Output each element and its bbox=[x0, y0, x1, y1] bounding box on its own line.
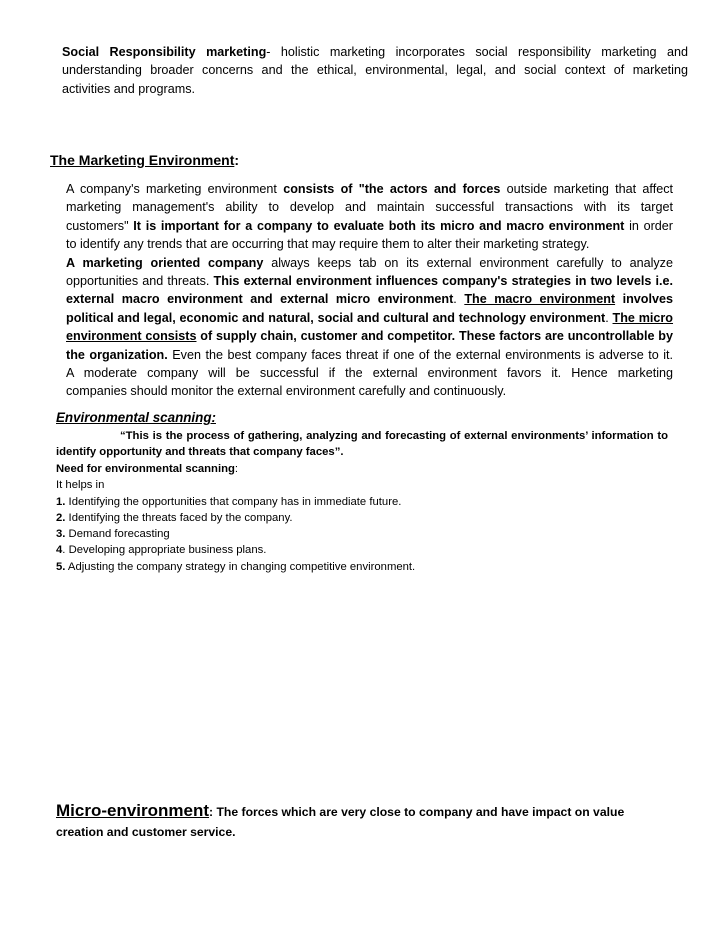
list-text: Demand forecasting bbox=[65, 528, 170, 541]
env-line-5 bbox=[66, 254, 673, 272]
social-line-3: activities and programs. bbox=[62, 81, 195, 96]
list-item bbox=[56, 542, 656, 558]
env-line-4: to identify any trends that are occurring that may require them to alter their marketing strategy. bbox=[66, 237, 590, 252]
macro-term: The macro environment bbox=[464, 292, 616, 307]
list-text: . Developing appropriate business plans. bbox=[62, 544, 267, 557]
list-item bbox=[56, 526, 656, 542]
scanning-definition bbox=[56, 428, 668, 461]
env-text: customers" bbox=[66, 218, 134, 233]
heading-colon: : bbox=[234, 152, 240, 168]
list-item bbox=[56, 559, 656, 575]
env-text: A company's marketing environment bbox=[66, 182, 284, 196]
env-bold: consists of "the actors and forces bbox=[283, 182, 501, 196]
micro-line-2: creation and customer service. bbox=[56, 825, 236, 839]
social-text: - holistic marketing incorporates social responsibility marketing and bbox=[266, 45, 689, 59]
micro-term-cont: environment consists bbox=[66, 329, 197, 344]
list-number: 5. bbox=[56, 560, 66, 573]
env-bold: the organization. bbox=[66, 347, 168, 362]
social-line-2: understanding broader concerns and the ethical, environmental, legal, and social context of marketing bbox=[62, 63, 688, 78]
env-bold: external macro environment and external micro environment bbox=[66, 292, 454, 307]
scanning-heading bbox=[56, 410, 216, 425]
micro-def: : The forces which are very close to company and have impact on value bbox=[209, 805, 625, 819]
list-item bbox=[56, 510, 656, 526]
helps-line: It helps in bbox=[56, 479, 105, 492]
quote-line-2: identify opportunity and threats that company faces”. bbox=[56, 446, 344, 459]
marketing-environment-heading bbox=[50, 152, 239, 168]
micro-environment-section bbox=[56, 800, 676, 841]
micro-term: The micro bbox=[612, 310, 674, 325]
env-bold: It is important for a company to evaluate both its micro and macro environment bbox=[133, 218, 625, 233]
micro-heading: Micro-environment bbox=[56, 801, 210, 820]
env-bold: A marketing oriented company bbox=[66, 255, 264, 270]
env-line-2: marketing management's ability to develop and maintain successful transactions with its target bbox=[66, 200, 673, 215]
env-line-12: companies should monitor the external environment carefully and continuously. bbox=[66, 384, 507, 399]
env-text: always keeps tab on its external environment carefully to analyze bbox=[263, 255, 673, 270]
env-line-1 bbox=[66, 180, 673, 198]
env-bold: political and legal, economic and natural, social and cultural and technology environment bbox=[66, 310, 606, 325]
env-text: . bbox=[453, 292, 465, 307]
env-text: Even the best company faces threat if one of the external environments is adverse to it. bbox=[167, 347, 674, 362]
env-text: . bbox=[605, 310, 613, 325]
env-bold: This external environment influences company's strategies in two levels i.e. bbox=[213, 274, 673, 289]
env-line-10 bbox=[66, 346, 673, 364]
social-responsibility-paragraph bbox=[62, 43, 688, 98]
env-bold: of supply chain, customer and competitor. These factors are uncontrollable by bbox=[196, 329, 673, 344]
env-line-6 bbox=[66, 272, 673, 290]
social-line-1 bbox=[62, 43, 688, 61]
list-number: 4 bbox=[56, 544, 63, 557]
env-text: in order bbox=[624, 218, 673, 233]
list-number: 1. bbox=[56, 495, 66, 508]
social-term: Social Responsibility marketing bbox=[62, 45, 267, 59]
env-line-9 bbox=[66, 327, 673, 345]
scanning-needs bbox=[56, 461, 656, 575]
need-label-line bbox=[56, 461, 656, 477]
heading-text: The Marketing Environment bbox=[50, 152, 235, 168]
env-bold: involves bbox=[615, 292, 674, 307]
marketing-environment-paragraph bbox=[66, 180, 673, 401]
list-number: 2. bbox=[56, 511, 66, 524]
scanning-heading-text: Environmental scanning: bbox=[56, 410, 216, 425]
env-line-3 bbox=[66, 217, 673, 235]
env-line-11: A moderate company will be successful if the external environment favors it. Hence marketing bbox=[66, 366, 673, 381]
env-text: outside marketing that affect bbox=[500, 182, 673, 196]
env-line-7 bbox=[66, 290, 673, 308]
need-colon: : bbox=[234, 463, 239, 475]
env-line-8 bbox=[66, 309, 673, 327]
list-number: 3. bbox=[56, 528, 66, 541]
list-item bbox=[56, 494, 656, 510]
micro-line-1 bbox=[56, 800, 676, 823]
env-text: opportunities and threats. bbox=[66, 274, 214, 289]
quote-line-1: “This is the process of gathering, analyzing and forecasting of external environments’ information to bbox=[120, 430, 668, 442]
list-text: Identifying the threats faced by the company. bbox=[65, 511, 293, 524]
list-text: Identifying the opportunities that company has in immediate future. bbox=[65, 495, 402, 508]
need-label: Need for environmental scanning bbox=[56, 463, 235, 475]
list-text: Adjusting the company strategy in changing competitive environment. bbox=[65, 560, 416, 573]
